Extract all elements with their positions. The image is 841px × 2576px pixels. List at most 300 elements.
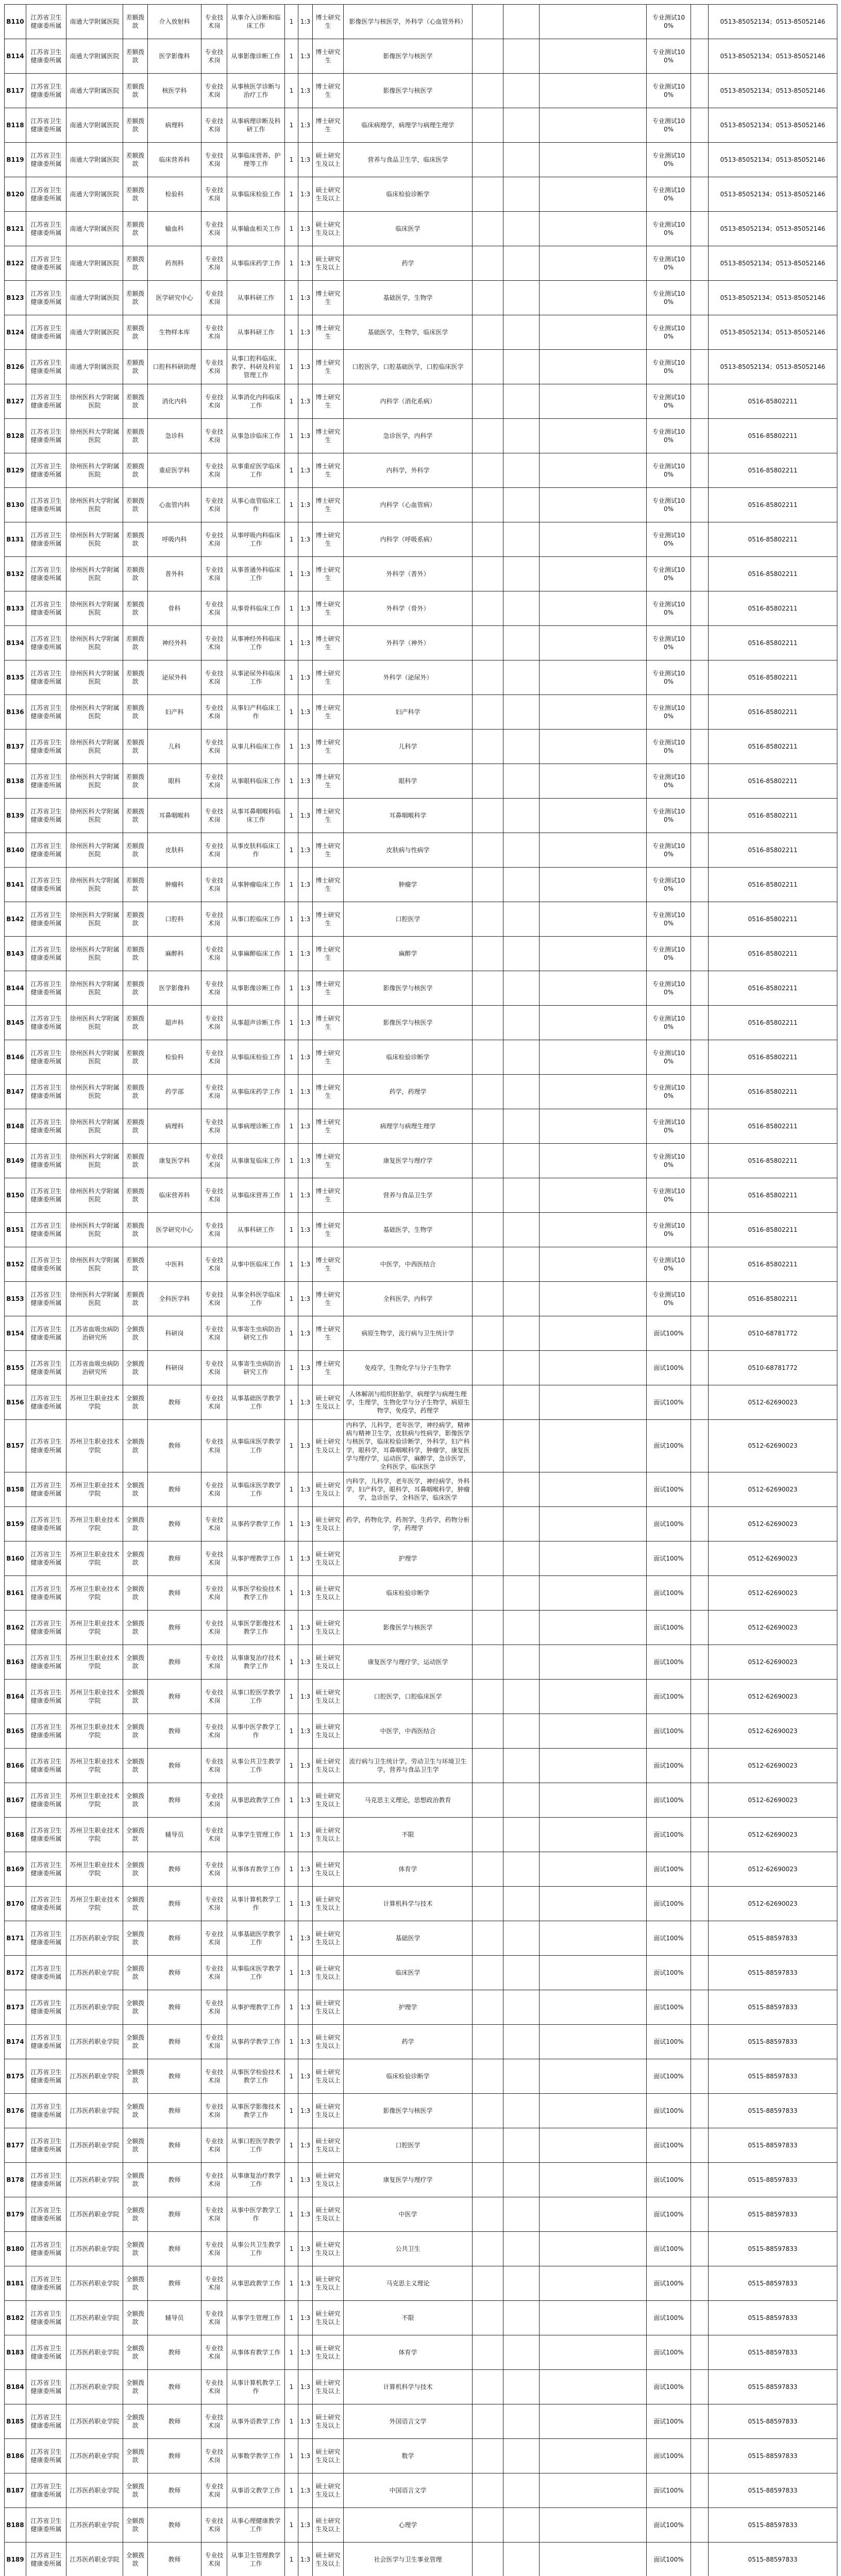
source-cell (540, 1749, 647, 1783)
major-cell: 内科学（消化系病） (344, 384, 473, 419)
experience-cell (503, 1921, 540, 1956)
post-name-cell: 临床营养科 (148, 1178, 201, 1213)
post-duty-cell: 从事科研工作 (227, 1213, 285, 1247)
post-name-cell: 教师 (148, 1611, 201, 1645)
exam-method-cell: 专业测试100% (647, 1213, 691, 1247)
headcount-cell: 1 (285, 2094, 298, 2128)
exam-method-cell: 专业测试100% (647, 246, 691, 281)
experience-cell (503, 591, 540, 626)
ratio-cell: 1:3 (298, 591, 313, 626)
table-row (5, 1472, 837, 1507)
post-category-cell: 专业技术岗 (201, 1040, 227, 1075)
education-cell: 博士研究生 (313, 591, 344, 626)
employer-cell: 江苏医药职业学院 (66, 2301, 123, 2335)
ratio-cell: 1:3 (298, 1247, 313, 1282)
employer-cell: 苏州卫生职业技术学院 (66, 1507, 123, 1541)
major-cell: 内科学，外科学 (344, 453, 473, 488)
contact-cell: 0516-85802211 (709, 971, 837, 1006)
exam-method-cell: 专业测试100% (647, 695, 691, 730)
post-name-cell: 教师 (148, 2232, 201, 2266)
post-category-cell: 专业技术岗 (201, 799, 227, 833)
employer-cell: 江苏医药职业学院 (66, 2059, 123, 2094)
age-cell (473, 1316, 503, 1351)
education-cell: 博士研究生 (313, 1213, 344, 1247)
table-row (5, 1611, 837, 1645)
post-category-cell: 专业技术岗 (201, 1351, 227, 1385)
post-code-cell: B123 (5, 281, 26, 315)
major-cell: 口腔医学，口腔基础医学，口腔临床医学 (344, 350, 473, 384)
employer-cell: 徐州医科大学附属医院 (66, 937, 123, 971)
post-duty-cell: 从事医学影像技术教学工作 (227, 1611, 285, 1645)
post-category-cell: 专业技术岗 (201, 1783, 227, 1818)
funding-type-cell: 全额拨款 (123, 1645, 148, 1680)
ratio-cell: 1:3 (298, 1213, 313, 1247)
table-row (5, 5, 837, 39)
headcount-cell: 1 (285, 1852, 298, 1887)
age-cell (473, 143, 503, 177)
contact-cell: 0512-62690023 (709, 1611, 837, 1645)
table-row (5, 1887, 837, 1921)
post-name-cell: 教师 (148, 2094, 201, 2128)
major-cell: 妇产科学 (344, 695, 473, 730)
post-code-cell: B178 (5, 2163, 26, 2197)
ratio-cell: 1:3 (298, 1282, 313, 1316)
employer-cell: 江苏医药职业学院 (66, 1956, 123, 1990)
post-category-cell: 专业技术岗 (201, 1507, 227, 1541)
age-cell (473, 2025, 503, 2059)
experience-cell (503, 1783, 540, 1818)
ratio-cell: 1:3 (298, 1040, 313, 1075)
major-cell: 眼科学 (344, 764, 473, 799)
post-name-cell: 教师 (148, 2404, 201, 2439)
major-cell: 中医学 (344, 2197, 473, 2232)
education-cell: 硕士研究生及以上 (313, 2543, 344, 2576)
table-row (5, 2301, 837, 2335)
table-row (5, 1507, 837, 1541)
note-cell (691, 971, 709, 1006)
post-name-cell: 超声科 (148, 1006, 201, 1040)
exam-method-cell: 面试100% (647, 1852, 691, 1887)
post-duty-cell: 从事临床营养工作 (227, 1178, 285, 1213)
funding-type-cell: 全额拨款 (123, 2059, 148, 2094)
major-cell: 影像医学与核医学 (344, 971, 473, 1006)
contact-cell: 0513-85052134；0513-85052146 (709, 315, 837, 350)
employer-cell: 徐州医科大学附属医院 (66, 1178, 123, 1213)
education-cell: 硕士研究生及以上 (313, 2335, 344, 2370)
exam-method-cell: 专业测试100% (647, 557, 691, 591)
contact-cell: 0512-62690023 (709, 1507, 837, 1541)
post-category-cell: 专业技术岗 (201, 2335, 227, 2370)
experience-cell (503, 1109, 540, 1144)
post-name-cell: 辅导员 (148, 2301, 201, 2335)
post-duty-cell: 从事临床医学教学工作 (227, 1420, 285, 1472)
source-cell (540, 1385, 647, 1420)
education-cell: 硕士研究生及以上 (313, 1680, 344, 1714)
note-cell (691, 453, 709, 488)
employer-cell: 徐州医科大学附属医院 (66, 1144, 123, 1178)
experience-cell (503, 2025, 540, 2059)
post-name-cell: 教师 (148, 2197, 201, 2232)
department-cell: 江苏省卫生健康委所属 (26, 281, 66, 315)
contact-cell: 0515-88597833 (709, 2404, 837, 2439)
funding-type-cell: 全额拨款 (123, 1385, 148, 1420)
contact-cell: 0516-85802211 (709, 1282, 837, 1316)
post-name-cell: 教师 (148, 2439, 201, 2473)
experience-cell (503, 971, 540, 1006)
headcount-cell: 1 (285, 212, 298, 246)
employer-cell: 江苏省血吸虫病防治研究所 (66, 1316, 123, 1351)
source-cell (540, 212, 647, 246)
employer-cell: 苏州卫生职业技术学院 (66, 1420, 123, 1472)
employer-cell: 徐州医科大学附属医院 (66, 384, 123, 419)
department-cell: 江苏省卫生健康委所属 (26, 1316, 66, 1351)
major-cell: 马克思主义理论 (344, 2266, 473, 2301)
post-name-cell: 教师 (148, 1921, 201, 1956)
major-cell: 临床医学 (344, 1956, 473, 1990)
age-cell (473, 74, 503, 108)
age-cell (473, 2508, 503, 2543)
education-cell: 博士研究生 (313, 833, 344, 868)
age-cell (473, 281, 503, 315)
post-code-cell: B129 (5, 453, 26, 488)
post-code-cell: B153 (5, 1282, 26, 1316)
headcount-cell: 1 (285, 1749, 298, 1783)
table-row (5, 2335, 837, 2370)
department-cell: 江苏省卫生健康委所属 (26, 764, 66, 799)
post-duty-cell: 从事口腔医学教学工作 (227, 1680, 285, 1714)
education-cell: 博士研究生 (313, 488, 344, 522)
note-cell (691, 384, 709, 419)
table-row (5, 1385, 837, 1420)
source-cell (540, 2370, 647, 2404)
age-cell (473, 2094, 503, 2128)
education-cell: 硕士研究生及以上 (313, 1420, 344, 1472)
funding-type-cell: 差额拨款 (123, 419, 148, 453)
department-cell: 江苏省卫生健康委所属 (26, 1680, 66, 1714)
employer-cell: 南通大学附属医院 (66, 212, 123, 246)
education-cell: 博士研究生 (313, 1351, 344, 1385)
exam-method-cell: 专业测试100% (647, 868, 691, 902)
education-cell: 硕士研究生及以上 (313, 1956, 344, 1990)
education-cell: 硕士研究生及以上 (313, 1611, 344, 1645)
post-duty-cell: 从事思政教学工作 (227, 1783, 285, 1818)
department-cell: 江苏省卫生健康委所属 (26, 971, 66, 1006)
post-category-cell: 专业技术岗 (201, 1316, 227, 1351)
ratio-cell: 1:3 (298, 2404, 313, 2439)
education-cell: 博士研究生 (313, 281, 344, 315)
table-row (5, 74, 837, 108)
contact-cell: 0515-88597833 (709, 2025, 837, 2059)
age-cell (473, 419, 503, 453)
exam-method-cell: 面试100% (647, 2197, 691, 2232)
note-cell (691, 1680, 709, 1714)
employer-cell: 南通大学附属医院 (66, 74, 123, 108)
employer-cell: 徐州医科大学附属医院 (66, 764, 123, 799)
age-cell (473, 1714, 503, 1749)
department-cell: 江苏省卫生健康委所属 (26, 2439, 66, 2473)
contact-cell: 0512-62690023 (709, 1472, 837, 1507)
post-name-cell: 科研岗 (148, 1316, 201, 1351)
department-cell: 江苏省卫生健康委所属 (26, 246, 66, 281)
ratio-cell: 1:3 (298, 1472, 313, 1507)
funding-type-cell: 差额拨款 (123, 1178, 148, 1213)
post-code-cell: B145 (5, 1006, 26, 1040)
exam-method-cell: 面试100% (647, 2473, 691, 2508)
funding-type-cell: 差额拨款 (123, 1006, 148, 1040)
major-cell: 临床检验诊断学 (344, 1576, 473, 1611)
age-cell (473, 5, 503, 39)
age-cell (473, 246, 503, 281)
exam-method-cell: 面试100% (647, 1887, 691, 1921)
post-name-cell: 教师 (148, 2163, 201, 2197)
exam-method-cell: 专业测试100% (647, 1247, 691, 1282)
funding-type-cell: 全额拨款 (123, 1351, 148, 1385)
major-cell: 中国语言文学 (344, 2473, 473, 2508)
headcount-cell: 1 (285, 74, 298, 108)
post-duty-cell: 从事临床药学工作 (227, 246, 285, 281)
employer-cell: 徐州医科大学附属医院 (66, 799, 123, 833)
table-row (5, 488, 837, 522)
education-cell: 博士研究生 (313, 108, 344, 143)
source-cell (540, 557, 647, 591)
funding-type-cell: 全额拨款 (123, 1611, 148, 1645)
table-row (5, 108, 837, 143)
education-cell: 博士研究生 (313, 5, 344, 39)
table-row (5, 384, 837, 419)
funding-type-cell: 差额拨款 (123, 1144, 148, 1178)
department-cell: 江苏省卫生健康委所属 (26, 1507, 66, 1541)
funding-type-cell: 全额拨款 (123, 1749, 148, 1783)
post-duty-cell: 从事临床医学教学工作 (227, 1956, 285, 1990)
headcount-cell: 1 (285, 1006, 298, 1040)
department-cell: 江苏省卫生健康委所属 (26, 1351, 66, 1385)
post-category-cell: 专业技术岗 (201, 2301, 227, 2335)
major-cell: 肿瘤学 (344, 868, 473, 902)
age-cell (473, 2059, 503, 2094)
employer-cell: 苏州卫生职业技术学院 (66, 1887, 123, 1921)
source-cell (540, 1645, 647, 1680)
table-row (5, 1541, 837, 1576)
post-name-cell: 教师 (148, 1576, 201, 1611)
post-duty-cell: 从事骨科临床工作 (227, 591, 285, 626)
funding-type-cell: 差额拨款 (123, 626, 148, 660)
post-duty-cell: 从事妇产科临床工作 (227, 695, 285, 730)
education-cell: 硕士研究生及以上 (313, 2059, 344, 2094)
experience-cell (503, 833, 540, 868)
experience-cell (503, 2335, 540, 2370)
ratio-cell: 1:3 (298, 522, 313, 557)
department-cell: 江苏省卫生健康委所属 (26, 108, 66, 143)
employer-cell: 江苏医药职业学院 (66, 2370, 123, 2404)
education-cell: 硕士研究生及以上 (313, 2197, 344, 2232)
ratio-cell: 1:3 (298, 1990, 313, 2025)
department-cell: 江苏省卫生健康委所属 (26, 1611, 66, 1645)
post-duty-cell: 从事护理教学工作 (227, 1990, 285, 2025)
department-cell: 江苏省卫生健康委所属 (26, 2301, 66, 2335)
note-cell (691, 2128, 709, 2163)
age-cell (473, 2439, 503, 2473)
ratio-cell: 1:3 (298, 2232, 313, 2266)
source-cell (540, 971, 647, 1006)
post-duty-cell: 从事康复临床工作 (227, 1144, 285, 1178)
education-cell: 博士研究生 (313, 764, 344, 799)
major-cell: 影像医学与核医学 (344, 1006, 473, 1040)
note-cell (691, 2025, 709, 2059)
ratio-cell: 1:3 (298, 2094, 313, 2128)
funding-type-cell: 差额拨款 (123, 557, 148, 591)
note-cell (691, 212, 709, 246)
note-cell (691, 2266, 709, 2301)
post-duty-cell: 从事超声诊断工作 (227, 1006, 285, 1040)
post-name-cell: 介入放射科 (148, 5, 201, 39)
department-cell: 江苏省卫生健康委所属 (26, 350, 66, 384)
post-name-cell: 教师 (148, 1956, 201, 1990)
ratio-cell: 1:3 (298, 2473, 313, 2508)
post-category-cell: 专业技术岗 (201, 2266, 227, 2301)
experience-cell (503, 2439, 540, 2473)
employer-cell: 苏州卫生职业技术学院 (66, 1749, 123, 1783)
experience-cell (503, 2266, 540, 2301)
experience-cell (503, 1714, 540, 1749)
funding-type-cell: 差额拨款 (123, 868, 148, 902)
employer-cell: 苏州卫生职业技术学院 (66, 1852, 123, 1887)
employer-cell: 江苏医药职业学院 (66, 2508, 123, 2543)
funding-type-cell: 差额拨款 (123, 937, 148, 971)
employer-cell: 徐州医科大学附属医院 (66, 591, 123, 626)
headcount-cell: 1 (285, 1109, 298, 1144)
headcount-cell: 1 (285, 2197, 298, 2232)
education-cell: 硕士研究生及以上 (313, 2128, 344, 2163)
department-cell: 江苏省卫生健康委所属 (26, 488, 66, 522)
exam-method-cell: 专业测试100% (647, 212, 691, 246)
post-code-cell: B138 (5, 764, 26, 799)
contact-cell: 0515-88597833 (709, 2163, 837, 2197)
note-cell (691, 2163, 709, 2197)
education-cell: 硕士研究生及以上 (313, 1714, 344, 1749)
contact-cell: 0516-85802211 (709, 1109, 837, 1144)
contact-cell: 0516-85802211 (709, 730, 837, 764)
exam-method-cell: 专业测试100% (647, 5, 691, 39)
employer-cell: 徐州医科大学附属医院 (66, 1040, 123, 1075)
age-cell (473, 1109, 503, 1144)
contact-cell: 0515-88597833 (709, 2508, 837, 2543)
age-cell (473, 2232, 503, 2266)
post-category-cell: 专业技术岗 (201, 108, 227, 143)
exam-method-cell: 面试100% (647, 2335, 691, 2370)
ratio-cell: 1:3 (298, 1006, 313, 1040)
source-cell (540, 2197, 647, 2232)
department-cell: 江苏省卫生健康委所属 (26, 660, 66, 695)
post-duty-cell: 从事药学教学工作 (227, 1507, 285, 1541)
exam-method-cell: 面试100% (647, 1956, 691, 1990)
headcount-cell: 1 (285, 1316, 298, 1351)
exam-method-cell: 面试100% (647, 2543, 691, 2576)
post-category-cell: 专业技术岗 (201, 730, 227, 764)
department-cell: 江苏省卫生健康委所属 (26, 2543, 66, 2576)
post-duty-cell: 从事影像诊断工作 (227, 971, 285, 1006)
employer-cell: 江苏省血吸虫病防治研究所 (66, 1351, 123, 1385)
department-cell: 江苏省卫生健康委所属 (26, 1178, 66, 1213)
employer-cell: 江苏医药职业学院 (66, 2197, 123, 2232)
headcount-cell: 1 (285, 39, 298, 74)
contact-cell: 0516-85802211 (709, 591, 837, 626)
funding-type-cell: 全额拨款 (123, 2508, 148, 2543)
age-cell (473, 1956, 503, 1990)
post-code-cell: B143 (5, 937, 26, 971)
post-name-cell: 临床营养科 (148, 143, 201, 177)
major-cell: 基础医学，生物学，临床医学 (344, 315, 473, 350)
age-cell (473, 2163, 503, 2197)
post-code-cell: B168 (5, 1818, 26, 1852)
post-code-cell: B130 (5, 488, 26, 522)
post-category-cell: 专业技术岗 (201, 488, 227, 522)
employer-cell: 江苏医药职业学院 (66, 2232, 123, 2266)
employer-cell: 江苏医药职业学院 (66, 1921, 123, 1956)
department-cell: 江苏省卫生健康委所属 (26, 557, 66, 591)
department-cell: 江苏省卫生健康委所属 (26, 1990, 66, 2025)
major-cell: 中医学，中西医结合 (344, 1247, 473, 1282)
department-cell: 江苏省卫生健康委所属 (26, 315, 66, 350)
ratio-cell: 1:3 (298, 695, 313, 730)
ratio-cell: 1:3 (298, 764, 313, 799)
experience-cell (503, 1316, 540, 1351)
post-duty-cell: 从事心血管临床工作 (227, 488, 285, 522)
post-duty-cell: 从事肿瘤临床工作 (227, 868, 285, 902)
note-cell (691, 1420, 709, 1472)
post-code-cell: B185 (5, 2404, 26, 2439)
headcount-cell: 1 (285, 1714, 298, 1749)
table-row (5, 177, 837, 212)
ratio-cell: 1:3 (298, 1645, 313, 1680)
note-cell (691, 2543, 709, 2576)
post-name-cell: 教师 (148, 1385, 201, 1420)
major-cell: 不限 (344, 1818, 473, 1852)
table-row (5, 902, 837, 937)
table-row (5, 246, 837, 281)
exam-method-cell: 面试100% (647, 2439, 691, 2473)
major-cell: 内科学（心血管病） (344, 488, 473, 522)
experience-cell (503, 2370, 540, 2404)
source-cell (540, 39, 647, 74)
post-category-cell: 专业技术岗 (201, 246, 227, 281)
experience-cell (503, 557, 540, 591)
note-cell (691, 2439, 709, 2473)
department-cell: 江苏省卫生健康委所属 (26, 2025, 66, 2059)
table-row (5, 1316, 837, 1351)
ratio-cell: 1:3 (298, 1818, 313, 1852)
major-cell: 不限 (344, 2301, 473, 2335)
experience-cell (503, 2543, 540, 2576)
experience-cell (503, 868, 540, 902)
age-cell (473, 522, 503, 557)
source-cell (540, 2473, 647, 2508)
education-cell: 博士研究生 (313, 902, 344, 937)
ratio-cell: 1:3 (298, 212, 313, 246)
employer-cell: 南通大学附属医院 (66, 5, 123, 39)
post-duty-cell: 从事计算机教学工作 (227, 1887, 285, 1921)
education-cell: 博士研究生 (313, 315, 344, 350)
ratio-cell: 1:3 (298, 1109, 313, 1144)
source-cell (540, 1541, 647, 1576)
post-duty-cell: 从事计算机教学工作 (227, 2370, 285, 2404)
experience-cell (503, 5, 540, 39)
note-cell (691, 1507, 709, 1541)
ratio-cell: 1:3 (298, 2025, 313, 2059)
age-cell (473, 764, 503, 799)
post-code-cell: B177 (5, 2128, 26, 2163)
education-cell: 博士研究生 (313, 695, 344, 730)
post-name-cell: 教师 (148, 1714, 201, 1749)
